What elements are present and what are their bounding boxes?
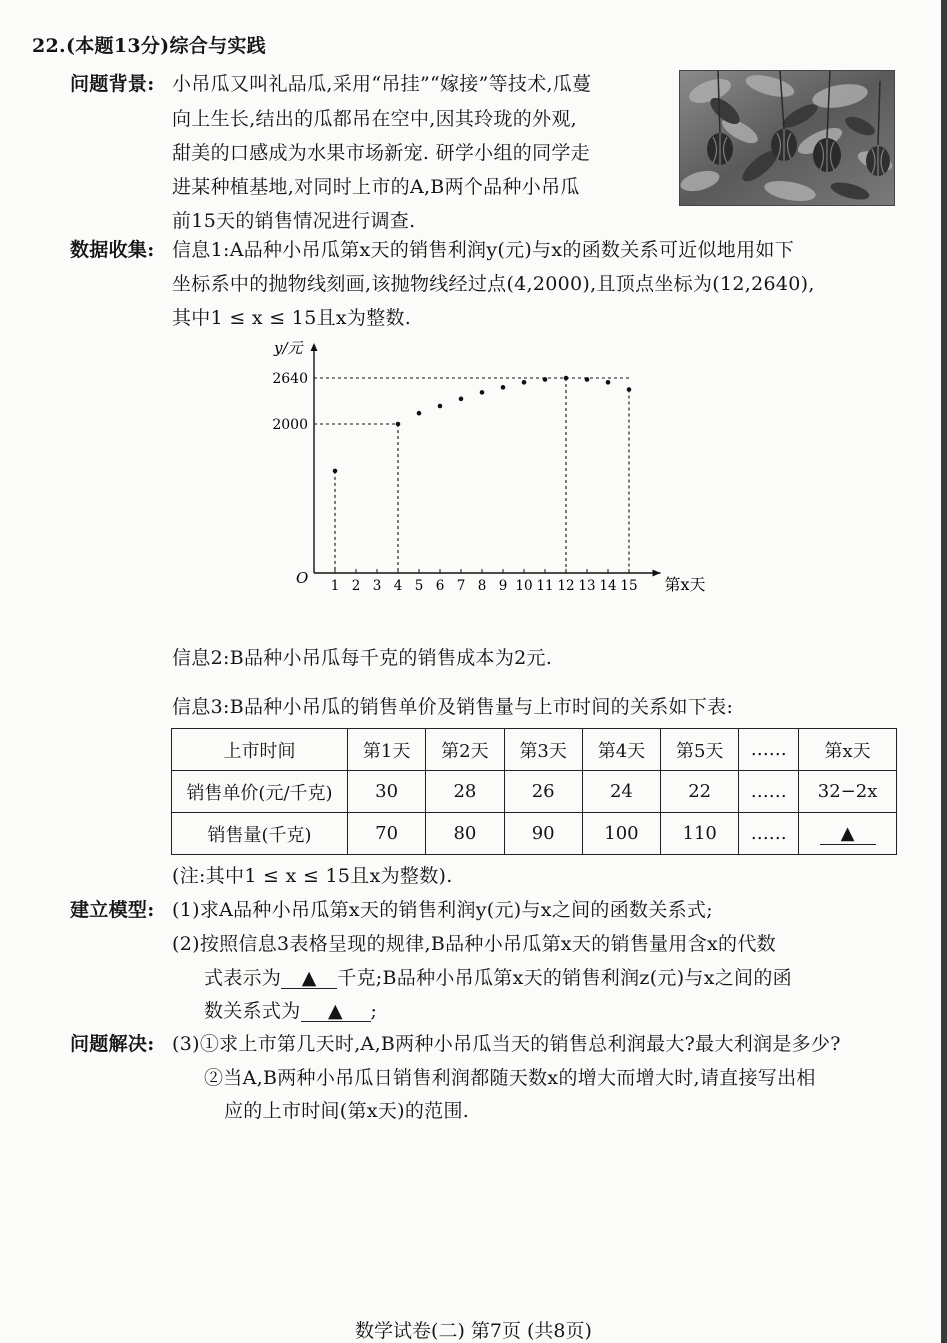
data-point xyxy=(417,411,422,416)
table-row xyxy=(172,813,897,855)
table-note: (注:其中1 ≤ x ≤ 15且x为整数). xyxy=(172,865,453,887)
background-line-4: 进某种植基地,对同时上市的A,B两个品种小吊瓜 xyxy=(172,176,580,198)
info1-line-3: 其中1 ≤ x ≤ 15且x为整数. xyxy=(172,307,412,329)
question-2-line-3 xyxy=(204,999,377,1023)
table-cell: …… xyxy=(739,813,799,855)
x-tick-label: 6 xyxy=(435,578,445,594)
q2-text-b: 千克;B品种小吊瓜第x天的销售利润z(元)与x之间的函 xyxy=(337,967,792,989)
y-axis-arrow xyxy=(311,343,318,351)
question-2-line-1: (2)按照信息3表格呈现的规律,B品种小吊瓜第x天的销售量用含x的代数 xyxy=(172,933,776,955)
info1-line-2: 坐标系中的抛物线刻画,该抛物线经过点(4,2000),且顶点坐标为(12,2640), xyxy=(172,273,815,295)
page-footer: 数学试卷(二) 第7页 (共8页) xyxy=(355,1320,592,1342)
data-point xyxy=(501,385,506,390)
table-cell: 第1天 xyxy=(348,729,426,771)
scan-edge xyxy=(941,0,947,1343)
table-cell: 24 xyxy=(582,771,660,813)
table-row xyxy=(172,771,897,813)
table-cell: 销售单价(元/千克) xyxy=(172,771,348,813)
data-point xyxy=(396,422,401,427)
answer-blank: ▲ xyxy=(820,824,876,845)
data-point xyxy=(543,377,548,382)
solve-label: 问题解决: xyxy=(70,1033,155,1055)
table-cell: 第5天 xyxy=(661,729,739,771)
x-tick-label: 4 xyxy=(393,578,403,594)
table-cell: …… xyxy=(739,729,799,771)
x-tick-label: 11 xyxy=(536,578,554,594)
data-point xyxy=(606,380,611,385)
table-cell: 销售量(千克) xyxy=(172,813,348,855)
table-cell: 上市时间 xyxy=(172,729,348,771)
y-tick-label: 2000 xyxy=(272,417,308,433)
x-tick-label: 14 xyxy=(599,578,617,594)
data-label: 数据收集: xyxy=(70,239,155,261)
background-line-3: 甜美的口感成为水果市场新宠. 研学小组的同学走 xyxy=(172,142,590,164)
info2: 信息2:B品种小吊瓜每千克的销售成本为2元. xyxy=(172,647,553,669)
data-point xyxy=(480,390,485,395)
table-cell: 100 xyxy=(582,813,660,855)
table-cell: 80 xyxy=(426,813,504,855)
x-tick-label: 3 xyxy=(372,578,382,594)
x-tick-label: 7 xyxy=(456,578,466,594)
table-cell: 30 xyxy=(348,771,426,813)
table-cell: 第2天 xyxy=(426,729,504,771)
question-3-line-3: 应的上市时间(第x天)的范围. xyxy=(224,1100,470,1122)
table-cell: 110 xyxy=(661,813,739,855)
x-tick-label: 2 xyxy=(351,578,361,594)
answer-blank: ▲ xyxy=(281,968,337,989)
table-cell: 第4天 xyxy=(582,729,660,771)
x-tick-label: 1 xyxy=(330,578,340,594)
background-label: 问题背景: xyxy=(70,73,155,95)
table-cell: 90 xyxy=(504,813,582,855)
answer-blank: ▲ xyxy=(301,1001,371,1022)
background-line-1: 小吊瓜又叫礼品瓜,采用“吊挂”“嫁接”等技术,瓜蔓 xyxy=(172,73,592,95)
model-label: 建立模型: xyxy=(70,899,155,921)
x-tick-label: 10 xyxy=(515,578,533,594)
q2-text-d: ; xyxy=(370,1000,378,1022)
y-axis-label: y/元 xyxy=(274,339,303,357)
background-line-5: 前15天的销售情况进行调查. xyxy=(172,210,416,232)
table-row xyxy=(172,729,897,771)
question-header: 22.(本题13分)综合与实践 xyxy=(32,35,266,57)
data-point xyxy=(459,397,464,402)
profit-chart xyxy=(262,335,712,607)
info3: 信息3:B品种小吊瓜的销售单价及销售量与上市时间的关系如下表: xyxy=(172,696,734,718)
table-cell: 第x天 xyxy=(799,729,897,771)
x-axis-label: 第x天 xyxy=(664,575,706,594)
question-3-line-1: (3)①求上市第几天时,A,B两种小吊瓜当天的销售总利润最大?最大利润是多少? xyxy=(172,1033,841,1055)
data-point xyxy=(522,380,527,385)
data-point xyxy=(585,377,590,382)
y-tick-label: 2640 xyxy=(272,371,308,387)
table-cell: 28 xyxy=(426,771,504,813)
x-tick-label: 5 xyxy=(414,578,424,594)
table-cell: 32−2x xyxy=(799,771,897,813)
table-cell xyxy=(799,813,897,855)
data-point xyxy=(333,469,338,474)
q2-text-c: 数关系式为 xyxy=(204,1000,301,1022)
table-cell: …… xyxy=(739,771,799,813)
question-2-line-2 xyxy=(204,966,792,990)
info1-line-1: 信息1:A品种小吊瓜第x天的销售利润y(元)与x的函数关系可近似地用如下 xyxy=(172,239,795,261)
x-tick-label: 9 xyxy=(498,578,508,594)
data-point xyxy=(627,387,632,392)
table-cell: 第3天 xyxy=(504,729,582,771)
table-cell: 22 xyxy=(661,771,739,813)
x-axis-arrow xyxy=(653,570,661,577)
x-tick-label: 13 xyxy=(578,578,596,594)
table-cell: 70 xyxy=(348,813,426,855)
table-cell: 26 xyxy=(504,771,582,813)
data-point xyxy=(564,376,569,381)
x-tick-label: 8 xyxy=(477,578,487,594)
question-3-line-2: ②当A,B两种小吊瓜日销售利润都随天数x的增大而增大时,请直接写出相 xyxy=(204,1067,816,1089)
question-1: (1)求A品种小吊瓜第x天的销售利润y(元)与x之间的函数关系式; xyxy=(172,899,713,921)
sales-table xyxy=(171,728,897,855)
q2-text-a: 式表示为 xyxy=(204,967,282,989)
data-point xyxy=(438,404,443,409)
background-line-2: 向上生长,结出的瓜都吊在空中,因其玲珑的外观, xyxy=(172,108,578,130)
x-tick-label: 15 xyxy=(620,578,638,594)
origin-label: O xyxy=(296,569,309,587)
x-tick-label: 12 xyxy=(557,578,575,594)
melon-photo xyxy=(679,70,895,206)
